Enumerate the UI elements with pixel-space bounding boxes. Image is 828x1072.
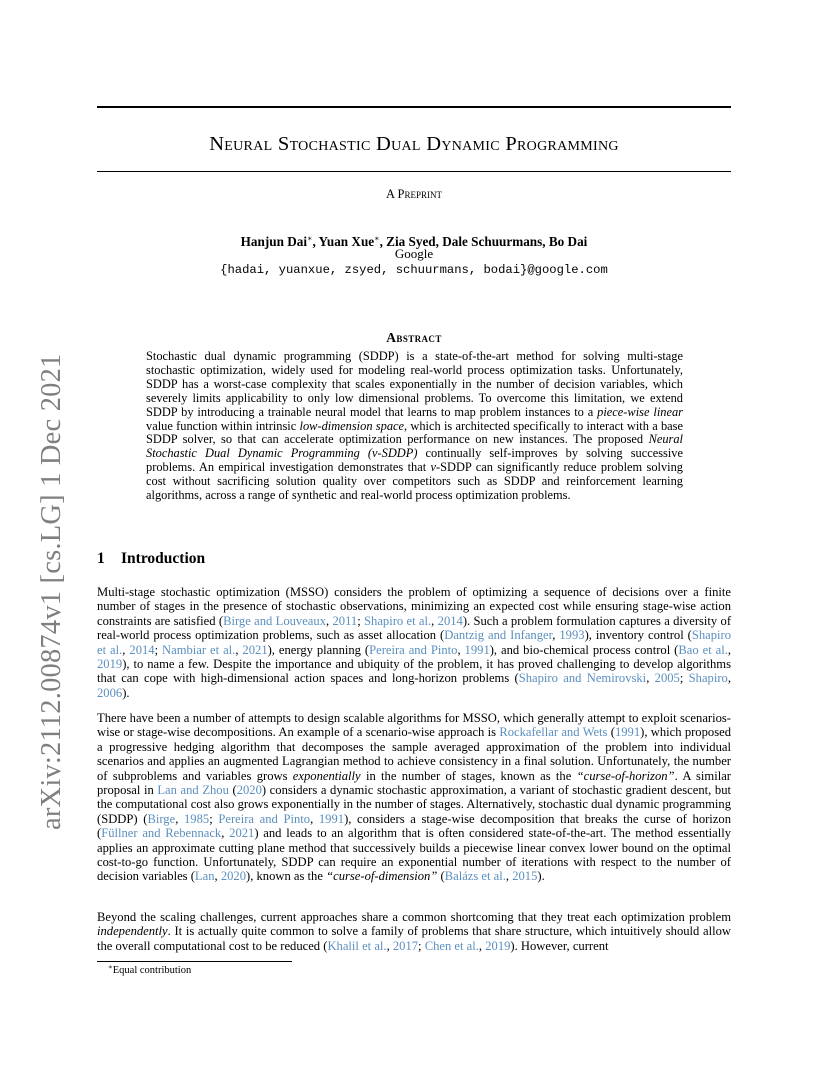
author-name: Hanjun Dai: [240, 234, 307, 249]
author-mark: ∗: [374, 234, 380, 243]
body-text: ,: [478, 938, 486, 953]
citation-link[interactable]: 2021: [229, 826, 255, 841]
citation-link[interactable]: 2006: [97, 685, 123, 700]
body-text: Beyond the scaling challenges, current approaches share a common shortcoming that they treat each optimization problem: [97, 910, 731, 924]
paper-title: Neural Stochastic Dual Dynamic Programming: [209, 133, 619, 155]
body-text: ,: [326, 613, 333, 628]
body-text: ), energy planning (: [267, 642, 370, 657]
body-text: ), and bio-chemical process control (: [489, 642, 679, 657]
intro-paragraph-1: [97, 585, 731, 700]
body-text: (: [437, 869, 445, 884]
body-text: continually self-improves by solving successive problems. An empirical investigation demonstrates that: [146, 446, 684, 475]
citation-link[interactable]: 1991: [464, 642, 490, 657]
body-text: ;: [679, 671, 689, 686]
footnote-mark: ∗: [108, 963, 113, 971]
citation-link[interactable]: 1991: [318, 811, 345, 826]
body-text: ) considers a dynamic stochastic approximation, a variant of stochastic gradient descent, but the computational cost also grows exponentially in the number of stages. Alternatively, stochastic dual dynamic programming (SDDP) (: [97, 783, 731, 826]
footnote: [108, 963, 191, 976]
citation-link[interactable]: Balázs et al.: [444, 869, 506, 884]
citation-link[interactable]: 1993: [559, 628, 585, 643]
citation-link[interactable]: 1985: [184, 811, 210, 826]
body-text: ), to name a few. Despite the importance and ubiquity of the problem, it has proved challenging to develop algorithms that can cope with high-dimensional action spaces and long-horizon problems (: [97, 657, 731, 686]
body-text: ;: [418, 938, 425, 953]
citation-link[interactable]: Rockafellar and Wets: [499, 725, 608, 740]
body-text: Multi-stage stochastic optimization (MSSO) considers the problem of optimizing a sequence of decisions over a finite number of stages in the presence of stochastic observations, minimizing an expected cost while ensuring stage-wise action constraints are satisfied (: [97, 585, 731, 628]
body-text: ,: [505, 869, 513, 884]
body-text: ) and leads to an algorithm that is often considered state-of-the-art. The method essentially applies an approximate cutting plane method that successively builds a piecewise linear convex lower bound on the optimal cost-to-go function. Unfortunately, SDDP can require an exponential number of iterations with respect to the number of decision variables (: [97, 826, 731, 884]
citation-link[interactable]: Pereira and Pinto: [218, 811, 311, 826]
emphasis-text: low-dimension space: [299, 418, 405, 433]
body-text: ,: [214, 869, 221, 884]
body-text: ,: [386, 938, 393, 953]
citation-link[interactable]: Lan: [194, 869, 215, 884]
author-name: Zia Syed: [386, 234, 436, 249]
citation-link[interactable]: 2020: [236, 783, 262, 798]
body-text: ;: [357, 613, 365, 628]
citation-link[interactable]: Birge: [147, 811, 176, 826]
author-mark: ∗: [307, 234, 313, 243]
citation-link[interactable]: 2014: [129, 642, 155, 657]
citation-link[interactable]: Khalil et al.: [327, 938, 387, 953]
body-text: ), which proposed a progressive hedging algorithm that decomposes the sample averaged approximation of the problem into individual scenarios and applies an augmented Lagrangian method to achieve consistency in a final solution. Unfortunately, the number of subproblems and variables grows: [97, 725, 731, 783]
citation-link[interactable]: 1991: [614, 725, 641, 740]
section-title: Introduction: [121, 550, 206, 567]
title-top-rule: [97, 106, 731, 108]
body-text: ), considers a stage-wise decomposition that breaks the curse of horizon (: [97, 811, 731, 841]
body-text: ,: [727, 642, 732, 657]
citation-link[interactable]: Shapiro et al.: [97, 628, 732, 657]
citation-link[interactable]: 2020: [220, 869, 246, 884]
citation-link[interactable]: 2017: [392, 938, 419, 953]
emphasis-text: independently: [97, 924, 168, 939]
body-text: Stochastic dual dynamic programming (SDDP) is a state-of-the-art method for solving multi-stage stochastic optimization, widely used for modeling real-world process optimization tasks. Unfortunately, SDDP has a worst-case complexity that scales exponentially in the number of decision variables, which severely limits applicability to only low dimensional problems. To overcome this limitation, we extend SDDP by introducing a trainable neural model that learns to map problem instances to a: [146, 349, 683, 419]
emphasis-text: “curse-of-dimension”: [326, 869, 438, 884]
body-text: . A similar proposal in: [97, 768, 731, 798]
citation-link[interactable]: 2021: [242, 642, 268, 657]
citation-link[interactable]: Chen et al.: [424, 938, 479, 953]
citation-link[interactable]: 2011: [332, 613, 358, 628]
title-bottom-rule: [97, 171, 731, 172]
body-text: ,: [727, 671, 731, 686]
intro-paragraph-3: [97, 910, 731, 953]
affiliation: Google: [394, 246, 434, 261]
body-text: (: [607, 725, 615, 740]
citation-link[interactable]: Lan and Zhou: [157, 783, 229, 798]
footnote-rule: [97, 961, 292, 962]
body-text: ,: [552, 628, 560, 643]
body-text: ,: [175, 811, 184, 826]
citation-link[interactable]: Bao et al.: [678, 642, 728, 657]
author-emails: {hadai, yuanxue, zsyed, schuurmans, bodai}@google.com: [220, 263, 608, 277]
body-text: ;: [154, 642, 163, 657]
citation-link[interactable]: 2005: [654, 671, 680, 686]
citation-link[interactable]: Pereira and Pinto: [369, 642, 458, 657]
body-text: ). Such a problem formulation captures a diversity of real-world process optimization problems, such as asset allocation (: [97, 613, 732, 643]
citation-link[interactable]: Birge and Louveaux: [223, 613, 326, 628]
section-heading: [97, 550, 205, 568]
citation-link[interactable]: Shapiro and Nemirovski: [518, 671, 647, 686]
emphasis-text: exponentially: [292, 768, 361, 783]
body-text: ).: [537, 869, 545, 884]
citation-link[interactable]: Nambiar et al.: [162, 642, 236, 657]
emphasis-text: “curse-of-horizon”: [576, 768, 675, 783]
body-text: ), known as the: [246, 869, 327, 884]
body-text: ,: [431, 613, 438, 628]
section-number: 1: [97, 550, 105, 567]
author-name: Yuan Xue: [318, 234, 375, 249]
body-text: . It is actually quite common to solve a family of problems that share structure, which intuitively should allow the overall computational cost to be reduced (: [97, 924, 731, 953]
body-text: ,: [457, 642, 465, 657]
abstract-body: [146, 350, 683, 503]
author-list: Hanjun Dai∗, Yuan Xue∗, Zia Syed, Dale Schuurmans, Bo Dai: [240, 234, 588, 249]
body-text: ), inventory control (: [584, 628, 692, 643]
body-text: value function within intrinsic: [146, 418, 300, 433]
citation-link[interactable]: Füllner and Rebennack: [101, 826, 222, 841]
emphasis-text: piece-wise linear: [597, 404, 683, 419]
footnote-text: Equal contribution: [112, 965, 192, 976]
intro-paragraph-2: [97, 711, 731, 884]
body-text: ). However, current: [510, 938, 609, 953]
body-text: -SDDP can significantly reduce problem solving cost without sacrificing solution quality over competitors such as SDDP and reinforcement learning algorithms, across a range of synthetic and real-world process optimization problems.: [146, 460, 683, 503]
preprint-label: A Preprint: [386, 187, 442, 201]
body-text: ;: [209, 811, 219, 826]
body-text: There have been a number of attempts to design scalable algorithms for MSSO, which generally attempt to exploit scenarios-wise or stage-wise decompositions. An example of a scenario-wise approach is: [97, 711, 731, 740]
body-text: (: [228, 783, 237, 798]
citation-link[interactable]: 2019: [97, 657, 123, 672]
author-name: Dale Schuurmans: [442, 234, 543, 249]
citation-link[interactable]: Shapiro: [688, 671, 728, 686]
citation-link[interactable]: 2015: [512, 869, 538, 884]
body-text: ,: [235, 642, 243, 657]
body-text: ).: [122, 685, 130, 700]
body-text: ,: [646, 671, 655, 686]
emphasis-text: Neural Stochastic Dual Dynamic Programming (ν-SDDP): [146, 432, 683, 461]
citation-link[interactable]: 2019: [485, 938, 511, 953]
body-text: ,: [122, 642, 130, 657]
author-name: Bo Dai: [548, 234, 588, 249]
citation-link[interactable]: Shapiro et al.: [364, 613, 432, 628]
body-text: in the number of stages, known as the: [360, 768, 577, 783]
arxiv-identifier-stamp: arXiv:2112.00874v1 [cs.LG] 1 Dec 2021: [36, 353, 67, 830]
body-text: ,: [310, 811, 319, 826]
abstract-heading: Abstract: [386, 330, 442, 345]
body-text: ,: [221, 826, 230, 841]
body-text: , which is architected specifically to interact with a base SDDP solver, so that can accelerate optimization performance on new instances. The proposed: [146, 418, 683, 447]
emphasis-text: ν: [430, 460, 436, 475]
citation-link[interactable]: Dantzig and Infanger: [444, 628, 553, 643]
citation-link[interactable]: 2014: [437, 613, 463, 628]
